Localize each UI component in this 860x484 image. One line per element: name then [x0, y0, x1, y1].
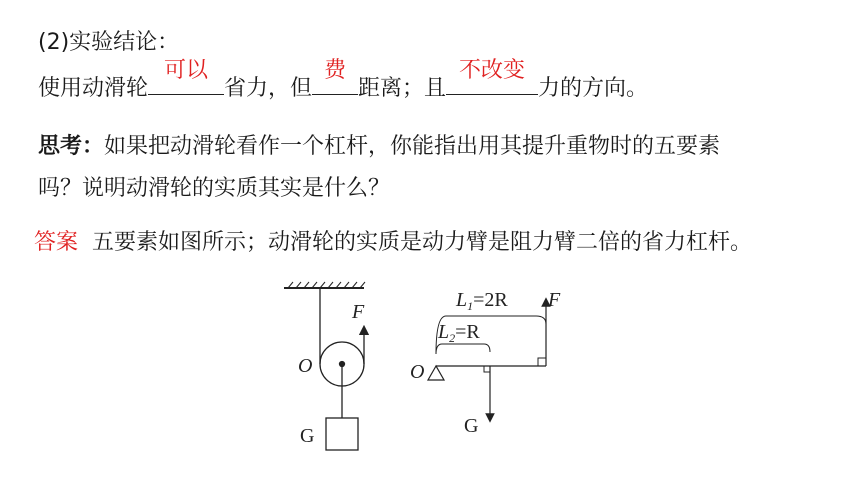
think-question-line-2: 吗？说明动滑轮的实质其实是什么？	[38, 176, 391, 201]
blank-2-answer: 费	[324, 58, 347, 83]
sentence-part-4: 力的方向。	[538, 76, 649, 101]
pulley-force-label: F	[352, 301, 365, 323]
answer-label: 答案	[34, 230, 79, 255]
lever-arm-2-label: $L_2=R$	[438, 321, 480, 345]
sentence-part-2: 省力，但	[224, 76, 313, 101]
load-block	[326, 418, 358, 450]
lever-diagram	[428, 302, 546, 418]
pulley-load-label: G	[300, 425, 315, 447]
pulley-pivot-label: O	[298, 355, 313, 377]
lever-force-label: F	[548, 289, 561, 311]
lever-pivot-label: O	[410, 361, 425, 383]
think-label: 思考：	[38, 134, 105, 159]
load-right-angle	[484, 366, 490, 372]
lever-arm-1-label: $L_1=2R$	[456, 289, 508, 313]
lever-load-label: G	[464, 415, 479, 437]
answer-text: 五要素如图所示；动滑轮的实质是动力臂是阻力臂二倍的省力杠杆。	[92, 230, 753, 255]
brace-l2	[436, 344, 490, 354]
think-line-1: 如果把动滑轮看作一个杠杆，你能指出用其提升重物时的五要素	[104, 134, 721, 159]
sentence-part-3: 距离；且	[358, 76, 447, 101]
blank-3-answer: 不改变	[459, 58, 526, 83]
sentence-part-1: 使用动滑轮	[38, 76, 149, 101]
blank-1-answer: 可以	[164, 58, 209, 83]
force-right-angle	[538, 358, 546, 366]
fulcrum	[428, 366, 444, 380]
pulley-axle	[340, 362, 345, 367]
conclusion-heading: (2)实验结论：	[38, 30, 180, 55]
